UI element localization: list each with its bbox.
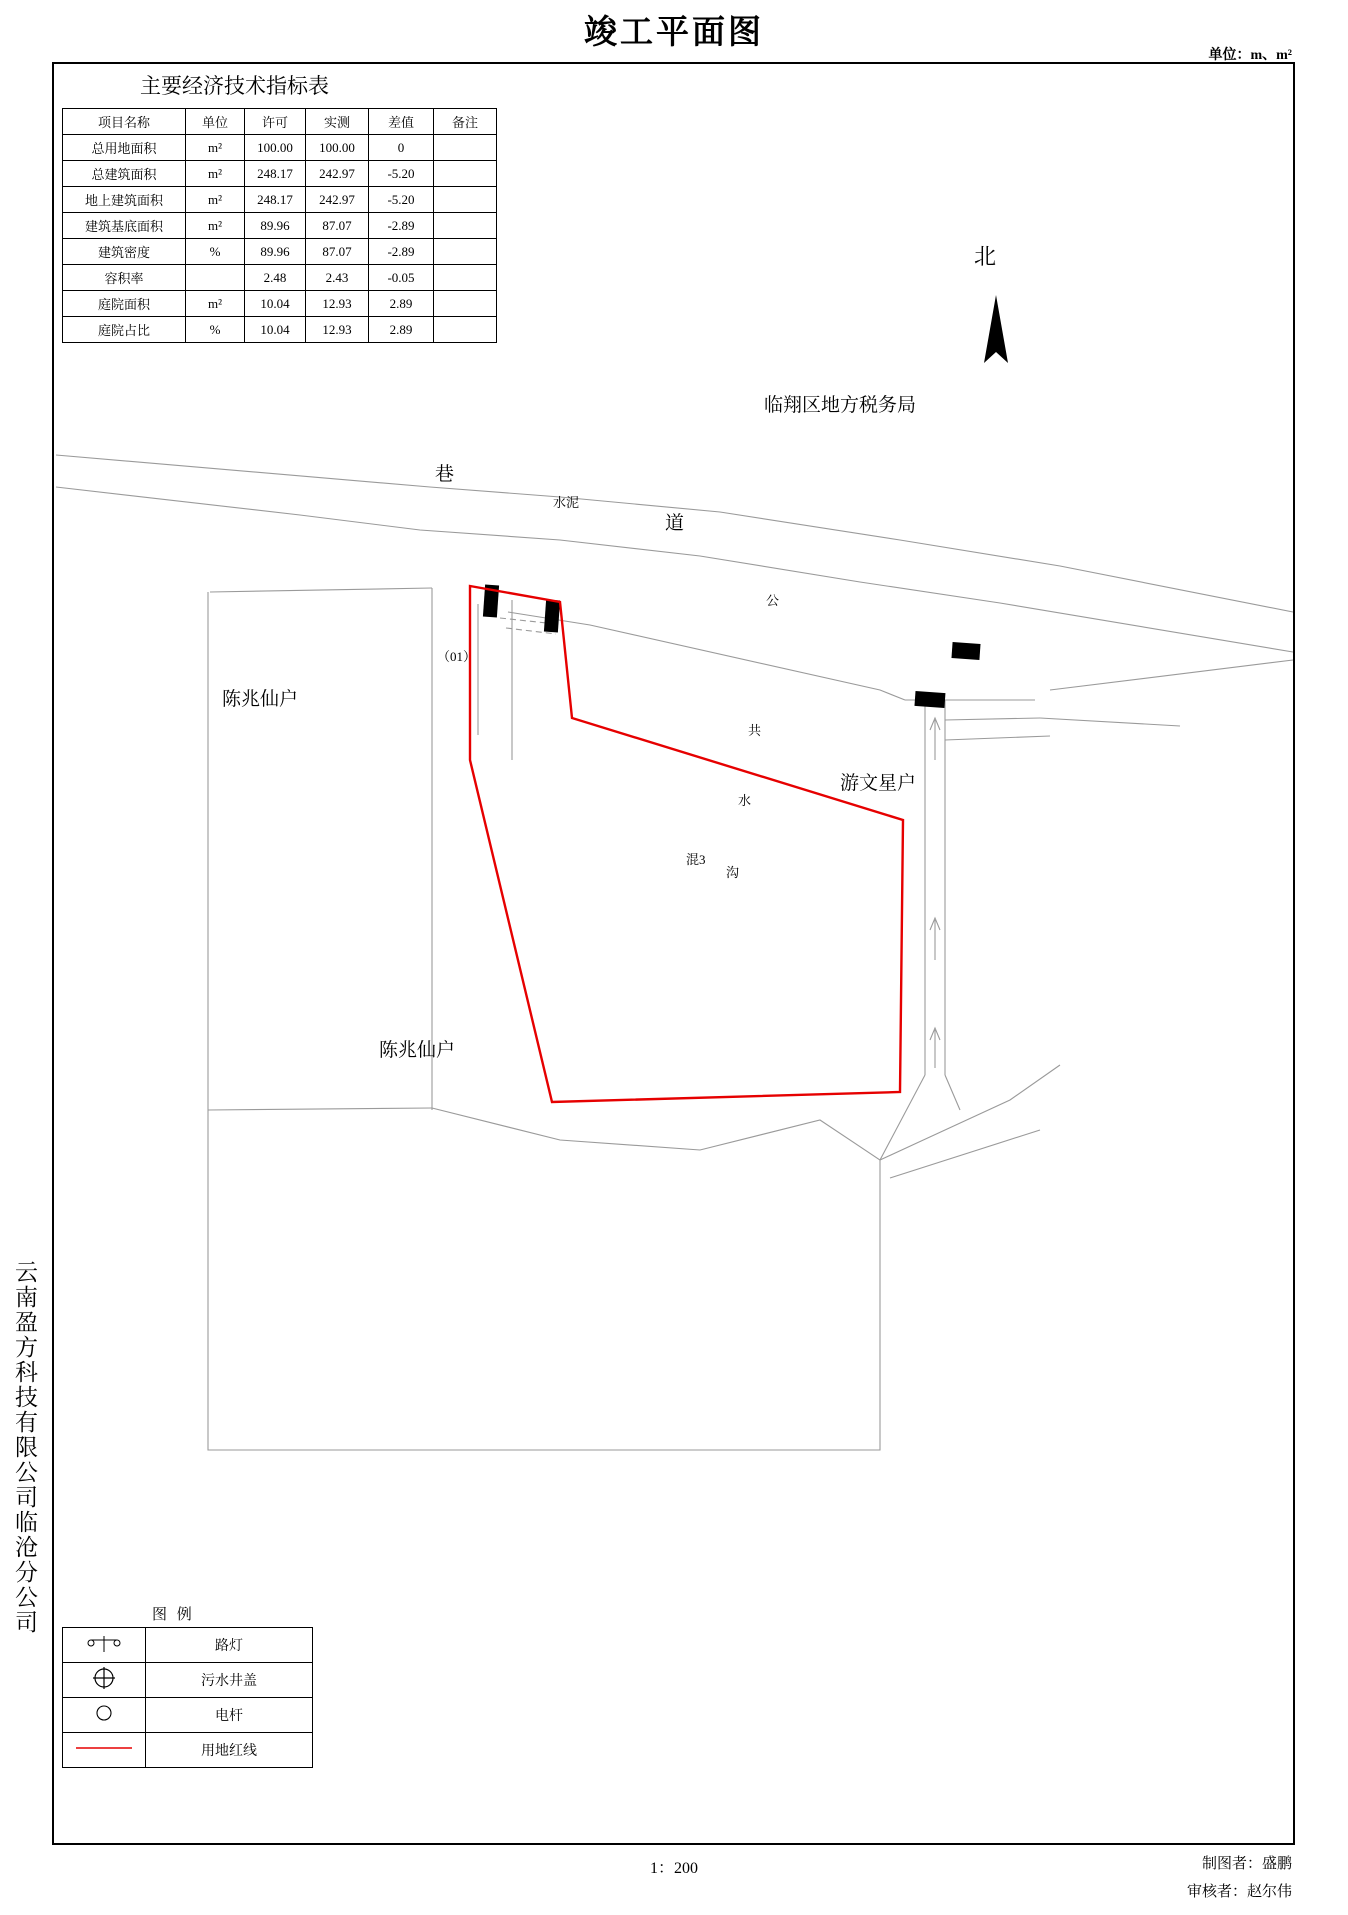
cell-permit: 2.48 xyxy=(245,265,306,291)
label-owner-left-bottom: 陈兆仙户 xyxy=(379,1040,456,1061)
cell-unit xyxy=(186,265,245,291)
cell-permit: 89.96 xyxy=(245,239,306,265)
label-public-4: 沟 xyxy=(726,865,740,880)
table-row xyxy=(63,317,497,343)
table-row xyxy=(63,213,497,239)
table-row xyxy=(63,265,497,291)
label-owner-left-top: 陈兆仙户 xyxy=(222,689,299,710)
col-diff: 差值 xyxy=(369,109,434,135)
legend-title: 图 例 xyxy=(152,1607,195,1623)
cell-name: 容积率 xyxy=(63,265,186,291)
table-row xyxy=(63,187,497,213)
col-remark: 备注 xyxy=(434,109,497,135)
col-measured: 实测 xyxy=(306,109,369,135)
sewer-manhole-icon xyxy=(63,1663,146,1698)
cell-permit: 248.17 xyxy=(245,161,306,187)
cell-permit: 89.96 xyxy=(245,213,306,239)
red-line-icon xyxy=(63,1733,146,1768)
cell-name: 地上建筑面积 xyxy=(63,187,186,213)
cell-diff: -0.05 xyxy=(369,265,434,291)
cell-permit: 248.17 xyxy=(245,187,306,213)
cell-measured: 12.93 xyxy=(306,317,369,343)
cell-measured: 242.97 xyxy=(306,187,369,213)
table-header-row xyxy=(63,109,497,135)
label-public-1: 公 xyxy=(766,593,780,608)
indicator-table xyxy=(62,108,497,343)
scale-label: 1：200 xyxy=(649,1860,698,1877)
maker-label: 制图者：盛鹏 xyxy=(1201,1856,1292,1872)
legend-label: 用地红线 xyxy=(146,1733,313,1768)
street-lamp-icon xyxy=(63,1628,146,1663)
cell-diff: 2.89 xyxy=(369,317,434,343)
label-owner-right: 游文星户 xyxy=(840,773,917,794)
cell-name: 建筑密度 xyxy=(63,239,186,265)
cell-remark xyxy=(434,187,497,213)
cell-unit: % xyxy=(186,317,245,343)
label-parcel-code: （01） xyxy=(437,649,477,664)
cell-remark xyxy=(434,265,497,291)
cell-permit: 10.04 xyxy=(245,291,306,317)
col-name: 项目名称 xyxy=(63,109,186,135)
table-row xyxy=(63,291,497,317)
cell-measured: 12.93 xyxy=(306,291,369,317)
cell-diff: -5.20 xyxy=(369,161,434,187)
cell-remark xyxy=(434,239,497,265)
legend-row xyxy=(63,1698,313,1733)
cell-remark xyxy=(434,213,497,239)
north-arrow-icon xyxy=(975,295,1017,363)
cell-diff: -2.89 xyxy=(369,239,434,265)
cell-name: 建筑基底面积 xyxy=(63,213,186,239)
cell-name: 庭院占比 xyxy=(63,317,186,343)
company-label: 云南盈方科技有限公司临沧分公司 xyxy=(12,1260,37,1635)
cell-permit: 10.04 xyxy=(245,317,306,343)
unit-note: 单位：m、m² xyxy=(1208,48,1292,63)
label-public-3: 水 xyxy=(738,793,752,808)
north-label: 北 xyxy=(974,244,997,269)
cell-measured: 87.07 xyxy=(306,239,369,265)
cell-remark xyxy=(434,291,497,317)
cell-unit: m² xyxy=(186,291,245,317)
legend-label: 电杆 xyxy=(146,1698,313,1733)
legend-table xyxy=(62,1627,313,1768)
cell-diff: -2.89 xyxy=(369,213,434,239)
col-unit: 单位 xyxy=(186,109,245,135)
cell-measured: 87.07 xyxy=(306,213,369,239)
cell-measured: 242.97 xyxy=(306,161,369,187)
legend-label: 路灯 xyxy=(146,1628,313,1663)
cell-name: 总用地面积 xyxy=(63,135,186,161)
cell-name: 总建筑面积 xyxy=(63,161,186,187)
cell-unit: m² xyxy=(186,161,245,187)
legend-row xyxy=(63,1733,313,1768)
cell-remark xyxy=(434,317,497,343)
legend-label: 污水井盖 xyxy=(146,1663,313,1698)
cell-remark xyxy=(434,161,497,187)
cell-measured: 2.43 xyxy=(306,265,369,291)
label-public-2: 共 xyxy=(748,723,762,738)
cell-name: 庭院面积 xyxy=(63,291,186,317)
cell-permit: 100.00 xyxy=(245,135,306,161)
cell-measured: 100.00 xyxy=(306,135,369,161)
label-road: 道 xyxy=(665,513,685,534)
label-cement: 水泥 xyxy=(553,495,580,510)
page-title: 竣工平面图 xyxy=(584,15,764,51)
table-row xyxy=(63,135,497,161)
cell-diff: 0 xyxy=(369,135,434,161)
legend-row xyxy=(63,1663,313,1698)
utility-pole-icon xyxy=(63,1698,146,1733)
indicator-table-title: 主要经济技术指标表 xyxy=(140,74,329,98)
cell-diff: -5.20 xyxy=(369,187,434,213)
table-row xyxy=(63,239,497,265)
label-tax-bureau: 临翔区地方税务局 xyxy=(764,395,917,416)
cell-unit: m² xyxy=(186,187,245,213)
cell-remark xyxy=(434,135,497,161)
table-row xyxy=(63,161,497,187)
cell-diff: 2.89 xyxy=(369,291,434,317)
col-permit: 许可 xyxy=(245,109,306,135)
cell-unit: % xyxy=(186,239,245,265)
cell-unit: m² xyxy=(186,213,245,239)
label-lane: 巷 xyxy=(435,464,455,485)
checker-label: 审核者：赵尔伟 xyxy=(1186,1884,1292,1900)
label-concrete3: 混3 xyxy=(686,852,706,867)
cell-unit: m² xyxy=(186,135,245,161)
legend-row xyxy=(63,1628,313,1663)
